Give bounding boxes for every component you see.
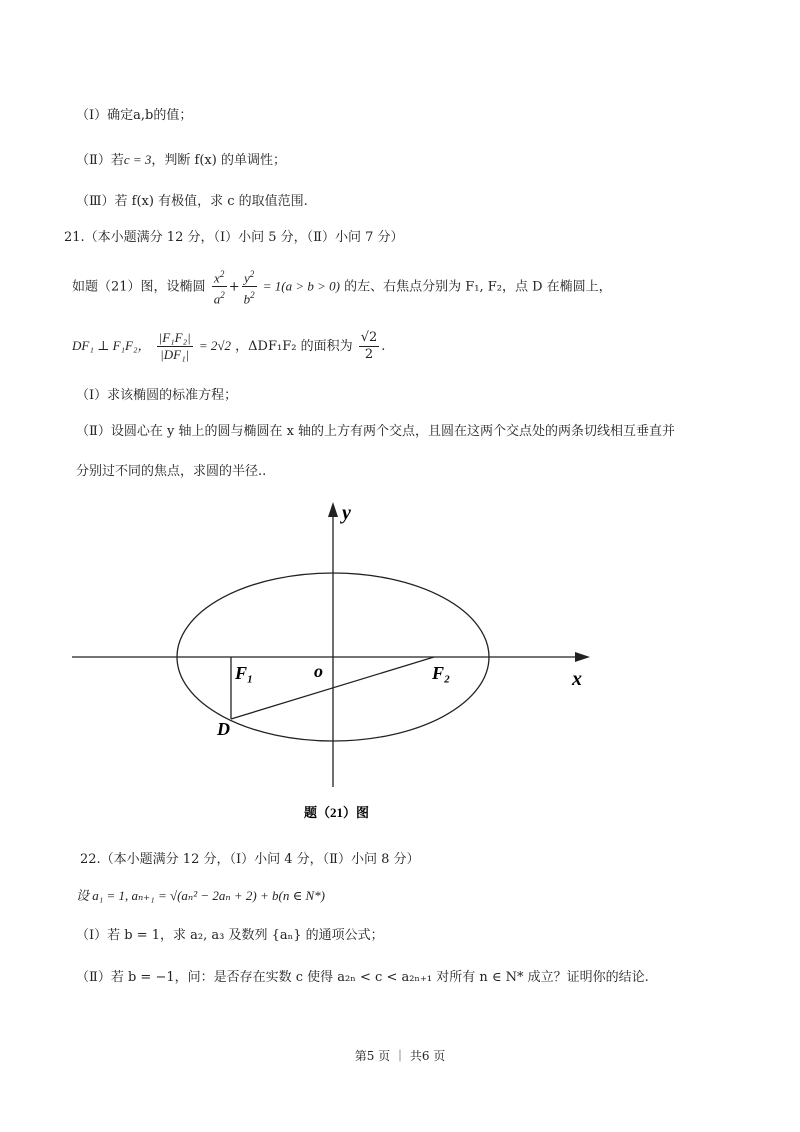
label-F1: F₁ [235, 663, 254, 683]
q20-part2-cond: c = 3 [123, 152, 152, 167]
frac-x2-a2: $\frac{x^2}{a^2}$ [212, 266, 227, 308]
q21-part2-line1: （Ⅱ）设圆心在 y 轴上的圆与椭圆在 x 轴的上方有两个交点，且圆在这两个交点处的两条切线相互垂直并 [76, 424, 676, 439]
q21-eq-tail: = 1(a > b > 0) [262, 278, 340, 294]
q21-cond1: DF₁ ⊥ F₁F₂， [72, 338, 151, 353]
q21-cond2-den: |DF₁| [160, 347, 190, 362]
figure-caption: 题（21）图 [304, 805, 370, 820]
label-D: D [217, 719, 230, 739]
q21-cond2-val: = 2√2 [198, 338, 232, 353]
q22-header: 22.（本小题满分 12 分，（Ⅰ）小问 4 分，（Ⅱ）小问 8 分） [80, 852, 420, 867]
q21-cond3-den: 2 [364, 347, 374, 362]
q20-part2-post: ，判断 f(x) 的单调性； [151, 153, 286, 168]
q20-part2-pre: （Ⅱ）若 [76, 153, 124, 168]
q21-cond3-pre: ，ΔDF₁F₂ 的面积为 [235, 339, 353, 354]
y-axis [328, 502, 338, 787]
q22-part2: （Ⅱ）若 b = −1，问：是否存在实数 c 使得 a₂ₙ < c < a₂ₙ₊₁ 对所有 n ∈ N* 成立？证明你的结论. [76, 970, 649, 985]
q20-part3: （Ⅲ）若 f(x) 有极值，求 c 的取值范围. [76, 194, 308, 209]
q21-intro-post: 的左、右焦点分别为 F₁, F₂，点 D 在椭圆上， [344, 279, 612, 295]
q21-intro-pre: 如题（21）图，设椭圆 [72, 279, 206, 295]
label-y: y [342, 502, 351, 524]
q21-header: 21.（本小题满分 12 分，（Ⅰ）小问 5 分，（Ⅱ）小问 7 分） [64, 230, 404, 245]
q20-part2 [76, 150, 286, 171]
q21-cond2-frac [157, 330, 193, 363]
q21-part2-line2: 分别过不同的焦点，求圆的半径.. [76, 464, 267, 479]
q21-figure [60, 495, 620, 825]
q22-given [76, 886, 325, 907]
q22-part1: （Ⅰ）若 b = 1，求 a₂, a₃ 及数列 {aₙ} 的通项公式； [76, 928, 384, 943]
q21-cond3-frac [359, 330, 380, 363]
label-o: o [314, 661, 323, 681]
label-x: x [572, 668, 582, 690]
q21-cond3-num: √2 [360, 330, 378, 345]
q20-part1: （Ⅰ）确定a,b的值； [76, 108, 193, 123]
q21-conditions: DF₁ ⊥ F₁F₂， $\frac{\text{|F₁F₂|}}{\text{|DF₁|}}$ = 2√2 ，ΔDF₁F₂ 的面积为 $\frac{√2}{2}$ . [72, 330, 386, 362]
q21-part1: （Ⅰ）求该椭圆的标准方程； [76, 388, 238, 403]
frac-y2-b2: $\frac{y^2}{b^2}$ [242, 266, 257, 308]
page-footer: 第5 页 ｜ 共6 页 [354, 1049, 446, 1063]
label-F2: F₂ [432, 663, 451, 683]
x-axis [72, 652, 590, 662]
q21-intro: 如题（21）图，设椭圆 $\frac{x^2}{a^2}$ + $\frac{y^2}{b^2}$ = 1(a > b > 0) 的左、右焦点分别为 F₁, F₂，点 D 在椭圆上， [72, 266, 612, 308]
q21-cond2-num: |F₁F₂| [158, 330, 191, 345]
q22-given-text: 设 a₁ = 1, aₙ₊₁ = √(aₙ² − 2aₙ + 2) + b(n ∈ N*) [76, 888, 325, 903]
